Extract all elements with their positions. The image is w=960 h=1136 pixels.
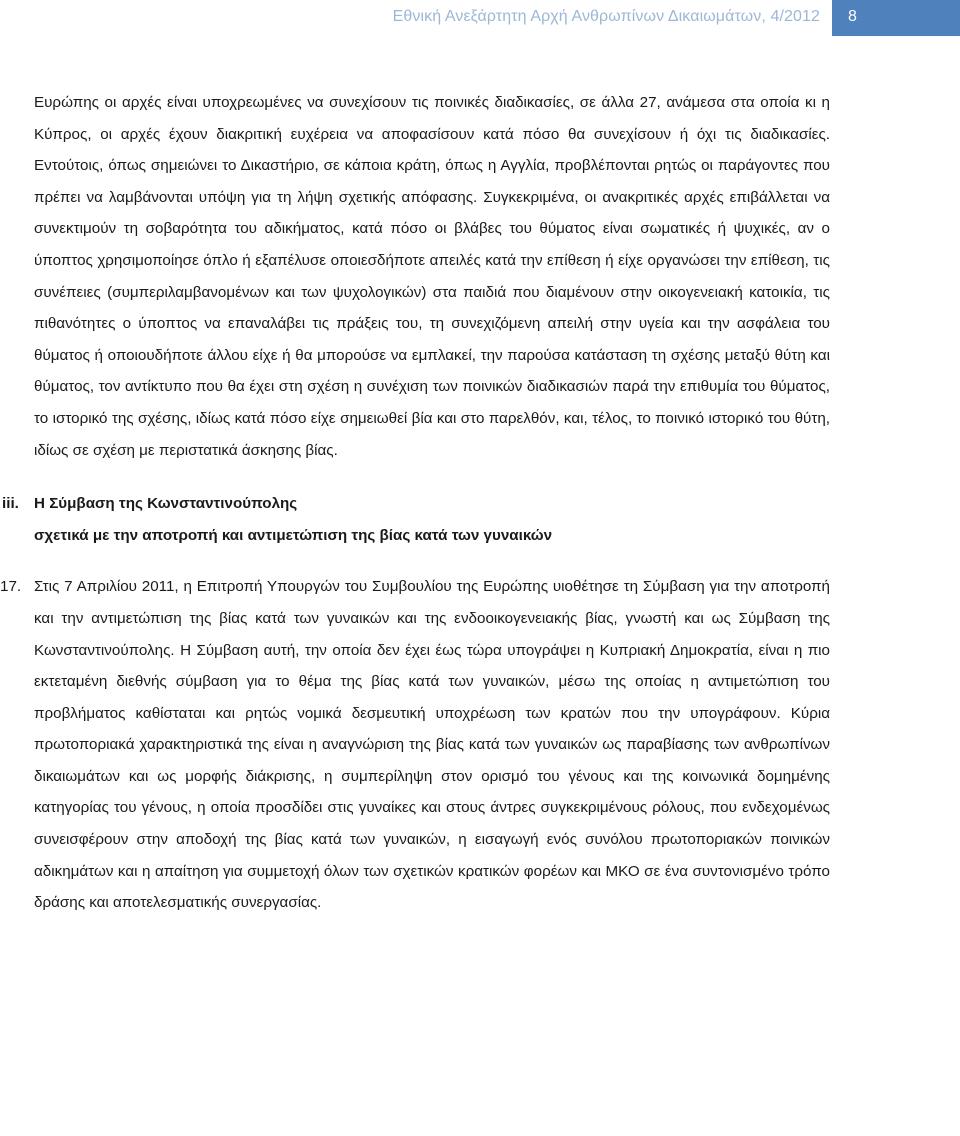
document-body <box>0 87 830 919</box>
section-title-line-1: Η Σύμβαση της Κωνσταντινούπολης <box>34 495 298 513</box>
paragraph-text: Στις 7 Απριλίου 2011, η Επιτροπή Υπουργών του Συμβουλίου της Ευρώπης υιοθέτησε τη Σύμβαση για την αποτροπή και την αντιμετώπιση της βίας κατά των γυναικών και της ενδοοικογενειακής βίας, γνωστή και ως Σύμβαση της Κωνσταντινούπολης. Η Σύμβαση αυτή, την οποία δεν έχει έως τώρα υπογράψει η Κυπριακή Δημοκρατία, είναι η πιο εκτεταμένη διεθνής σύμβαση για το θέμα της βίας κατά των γυναικών, μέσω της οποίας η αντιμετώπιση του προβλήματος καθίσταται και ρητώς νομικά δεσμευτική υποχρέωση των κρατών που την υπογράφουν. Κύρια πρωτοποριακά χαρακτηριστικά της είναι η αναγνώριση της βίας κατά των γυναικών ως παραβίασης των ανθρωπίνων δικαιωμάτων και ως μορφής διάκρισης, η συμπερίληψη στον ορισμό του γένους και της κοινωνικά δομημένης κατηγορίας του γένους, η οποία προσδίδει στις γυναίκες και στους άντρες συγκεκριμένους ρόλους, που ενδεχομένως συνεισφέρουν στην αποδοχή της βίας κατά των γυναικών, η εισαγωγή ενός συνόλου πρωτοποριακών ποινικών αδικημάτων και η απαίτηση για συμμετοχή όλων των σχετικών κρατικών φορέων και ΜΚΟ σε ένα συντονισμένο τρόπο δράσης και αποτελεσματικής συνεργασίας. <box>34 578 830 912</box>
page-header <box>0 0 960 36</box>
section-heading <box>2 488 830 551</box>
section-title-line-2: σχετικά με την αποτροπή και αντιμετώπιση της βίας κατά των γυναικών <box>34 526 553 544</box>
page-number-box <box>832 0 960 36</box>
paragraph-number: 17. <box>0 578 22 596</box>
section-number: iii. <box>2 495 19 513</box>
paragraph-continuation: Ευρώπης οι αρχές είναι υποχρεωμένες να συνεχίσουν τις ποινικές διαδικασίες, σε άλλα 27, ανάμεσα στα οποία κι η Κύπρος, οι αρχές έχουν διακριτική ευχέρεια να αποφασίσουν κατά πόσο θα συνεχίσουν ή όχι τις διαδικασίες. Εντούτοις, όπως σημειώνει το Δικαστήριο, σε κάποια κράτη, όπως η Αγγλία, προβλέπονται ρητώς οι παράγοντες που πρέπει να λαμβάνονται υπόψη για τη λήψη σχετικής απόφασης. Συγκεκριμένα, οι ανακριτικές αρχές επιβάλλεται να συνεκτιμούν τη σοβαρότητα του αδικήματος, κατά πόσο οι βλάβες του θύματος είναι σωματικές ή ψυχικές, αν ο ύποπτος χρησιμοποίησε όπλο ή εξαπέλυσε οποιεσδήποτε απειλές κατά την επίθεση ή είχε οργανώσει την επίθεση, τις συνέπειες (συμπεριλαμβανομένων και των ψυχολογικών) στα παιδιά που διαμένουν στην οικογενειακή κατοικία, τις πιθανότητες ο ύποπτος να επαναλάβει τις πράξεις του, τη συνεχιζόμενη απειλή στην υγεία και την ασφάλεια του θύματος ή οποιουδήποτε άλλου είχε ή θα μπορούσε να εμπλακεί, την παρούσα κατάσταση τη σχέσης μεταξύ θύτη και θύματος, τον αντίκτυπο που θα έχει στη σχέση η συνέχιση των ποινικών διαδικασιών παρά την επιθυμία του θύματος, το ιστορικό της σχέσης, ιδίως κατά πόσο είχε σημειωθεί βία και στο παρελθόν, και, τέλος, το ποινικό ιστορικό του θύτη, ιδίως σε σχέση με περιστατικά άσκησης βίας. <box>34 94 830 459</box>
running-header-title: Εθνική Ανεξάρτητη Αρχή Ανθρωπίνων Δικαιωμάτων, 4/2012 <box>392 8 820 25</box>
page-number: 8 <box>848 8 857 25</box>
numbered-paragraph-17 <box>0 571 830 919</box>
